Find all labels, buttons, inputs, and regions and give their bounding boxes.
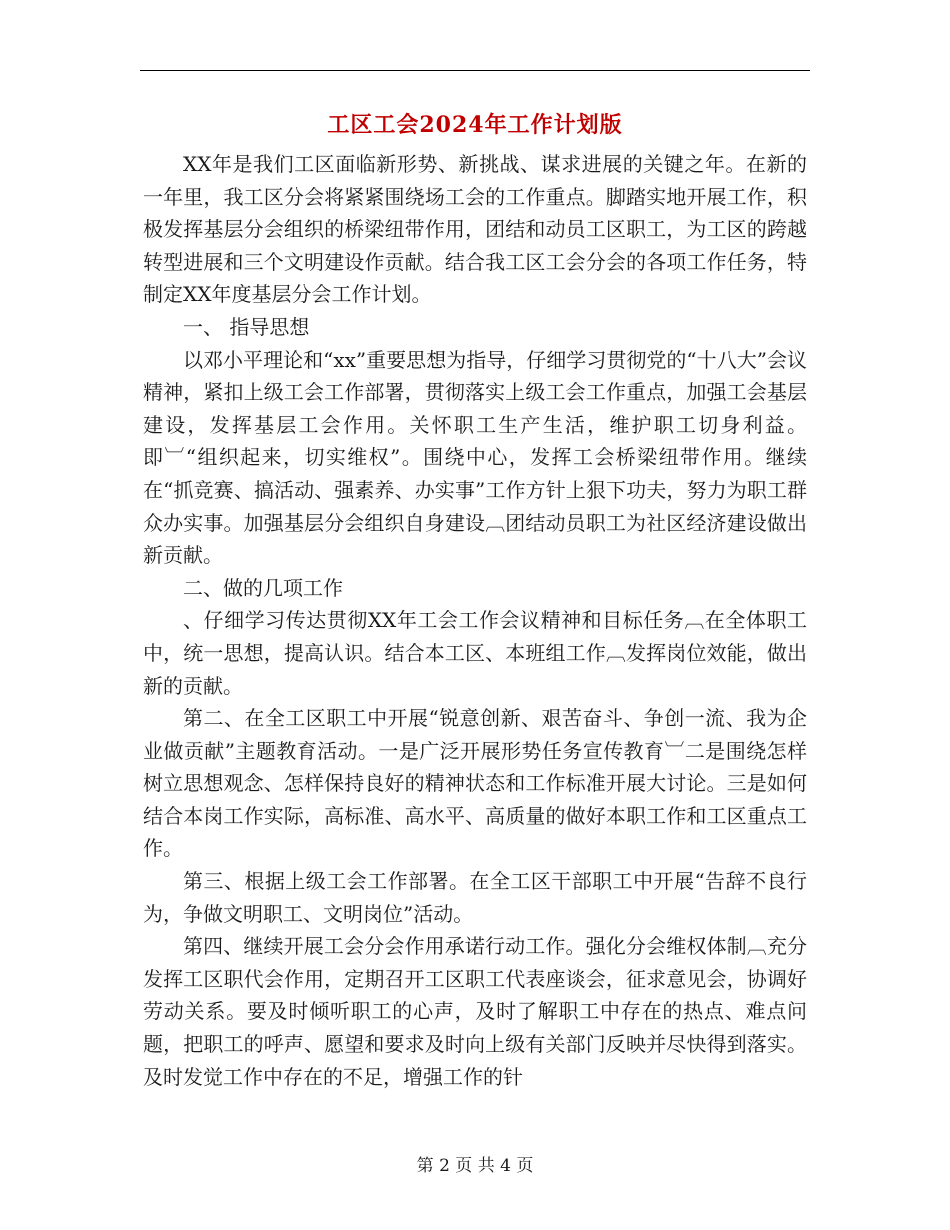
- page-number-footer: 第 2 页 共 4 页: [416, 1156, 534, 1176]
- work-item-fourth-paragraph: 第四、继续开展工会分会作用承诺行动工作。强化分会维权体制︹充分发挥工区职代会作用，定期召开工区职工代表座谈会，征求意见会，协调好劳动关系。要及时倾听职工的心声，及时了解职工中存在的热点、难点问题，把职工的呼声、愿望和要求及时向上级有关部门反映并尽快得到落实。及时发觉工作中存在的不足，增强工作的针: [143, 934, 807, 1089]
- guiding-ideology-paragraph: 以邓小平理论和“xx”重要思想为指导，仔细学习贯彻党的“十八大”会议精神，紧扣上级工会工作部署，贯彻落实上级工会工作重点，加强工会基层建设，发挥基层工会作用。关怀职工生产生活，维护职工切身利益。即︺“组织起来，切实维权”。围绕中心，发挥工会桥梁纽带作用。继续在“抓竞赛、搞活动、强素养、办实事”工作方针上狠下功夫，努力为职工群众办实事。加强基层分会组织自身建设︹团结动员职工为社区经济建设做出新贡献。: [143, 347, 807, 568]
- document-body: [143, 148, 807, 1093]
- section-heading-work-items: 二、做的几项工作: [183, 575, 343, 600]
- document-title: 工区工会2024年工作计划版: [327, 112, 623, 138]
- header-rule: [140, 70, 810, 71]
- work-item-third-paragraph: 第三、根据上级工会工作部署。在全工区干部职工中开展“告辞不良行为，争做文明职工、文明岗位”活动。: [143, 869, 807, 926]
- work-item-first-paragraph: 、仔细学习传达贯彻XX年工会工作会议精神和目标任务︹在全体职工中，统一思想，提高认识。结合本工区、本班组工作︹发挥岗位效能，做出新的贡献。: [143, 608, 807, 698]
- section-heading-guiding-ideology: 一、 指导思想: [183, 314, 310, 339]
- intro-paragraph: XX年是我们工区面临新形势、新挑战、谋求进展的关键之年。在新的一年里，我工区分会将紧紧围绕场工会的工作重点。脚踏实地开展工作，积极发挥基层分会组织的桥梁纽带作用，团结和动员工区职工，为工区的跨越转型进展和三个文明建设作贡献。结合我工区工会分会的各项工作任务，特制定XX年度基层分会工作计划。: [143, 152, 807, 307]
- work-item-second-paragraph: 第二、在全工区职工中开展“锐意创新、艰苦奋斗、争创一流、我为企业做贡献”主题教育活动。一是广泛开展形势任务宣传教育︺二是围绕怎样树立思想观念、怎样保持良好的精神状态和工作标准开展大讨论。三是如何结合本岗工作实际，高标准、高水平、高质量的做好本职工作和工区重点工作。: [143, 706, 807, 861]
